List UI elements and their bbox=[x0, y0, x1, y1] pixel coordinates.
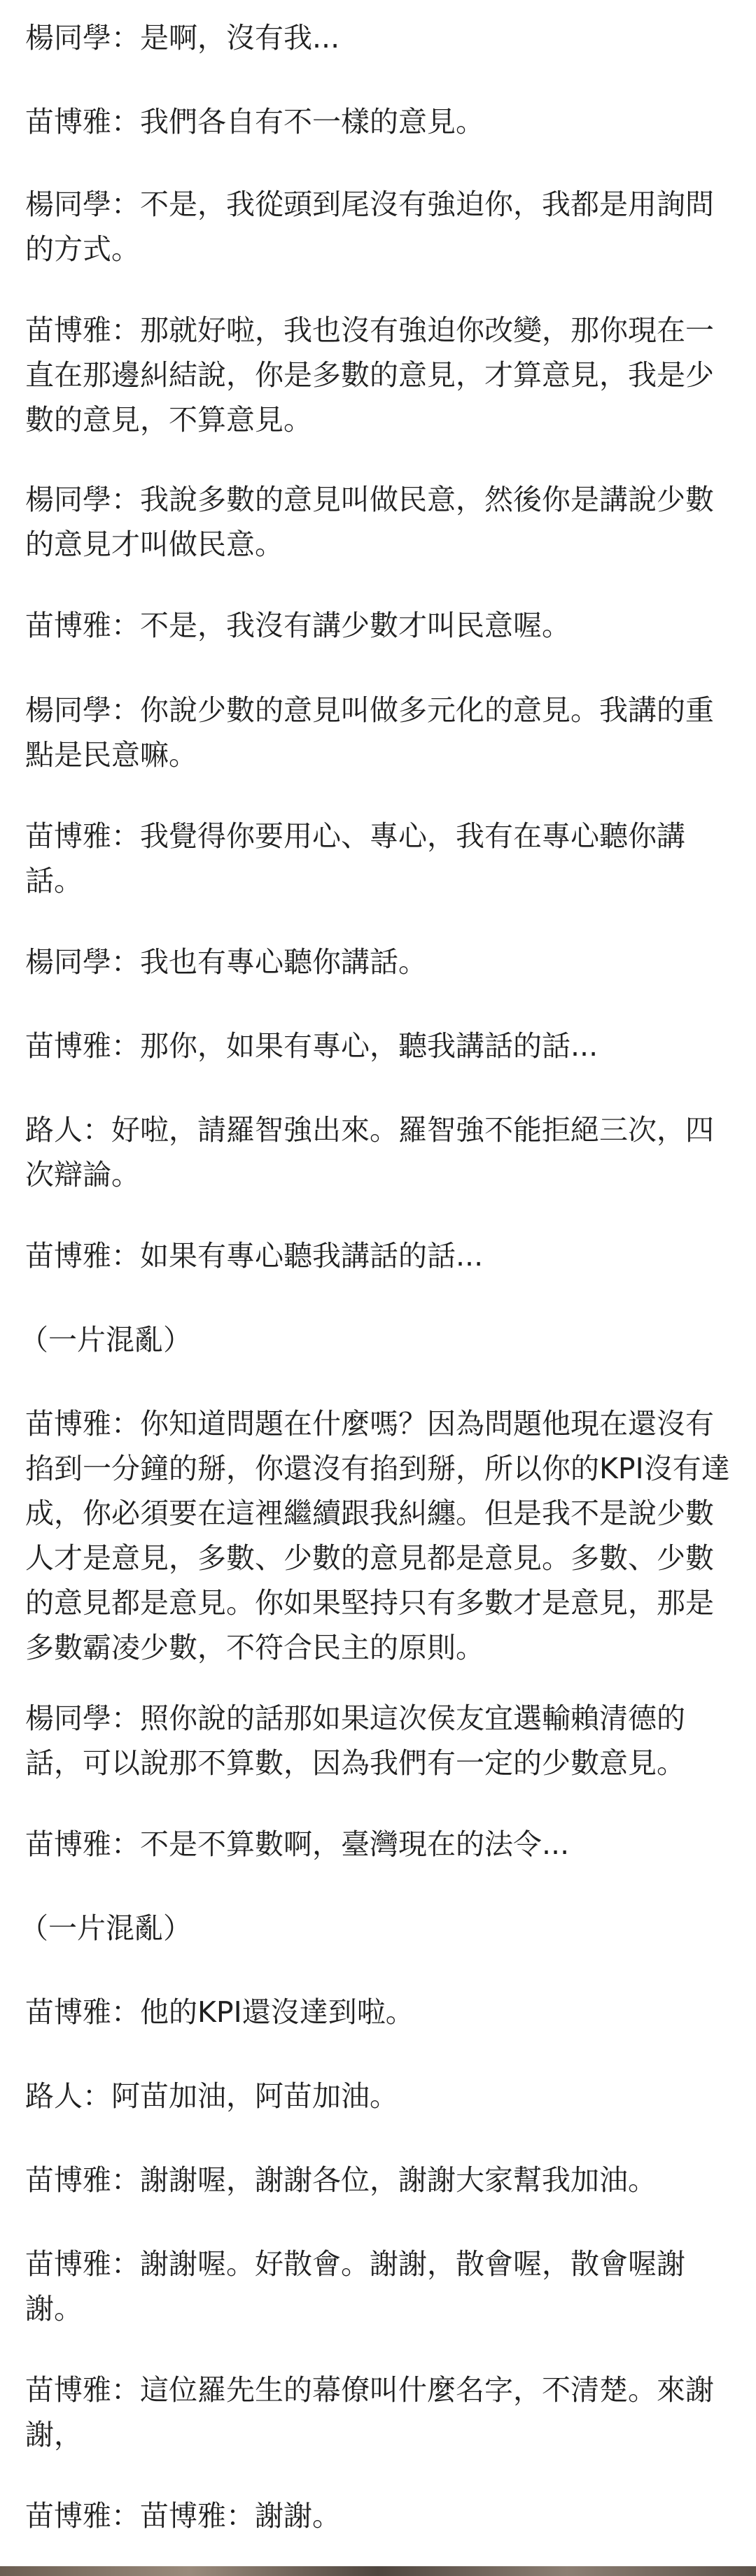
utterance: 我們各自有不一樣的意見。 bbox=[140, 105, 484, 139]
speaker-name: 苗博雅 bbox=[25, 313, 111, 347]
utterance: 好啦，請羅智強出來。羅智強不能拒絕三次，四次辯論。 bbox=[25, 1113, 714, 1191]
utterance: 是啊，沒有我... bbox=[140, 21, 340, 55]
transcript-line: 苗博雅：他的KPI還沒達到啦。 bbox=[25, 1995, 414, 2029]
utterance: 那你，如果有專心，聽我講話的話... bbox=[140, 1029, 598, 1063]
transcript-line: 苗博雅：不是，我沒有講少數才叫民意喔。 bbox=[25, 609, 570, 642]
speaker-name: 苗博雅 bbox=[25, 1239, 111, 1273]
utterance: 那就好啦，我也沒有強迫你改變，那你現在一直在那邊糾結說，你是多數的意見，才算意見，我是少數的意見，不算意見。 bbox=[25, 313, 714, 437]
utterance: 不是不算數啊，臺灣現在的法令... bbox=[140, 1827, 570, 1861]
speaker-name: 苗博雅 bbox=[25, 609, 111, 642]
utterance: 照你說的話那如果這次侯友宜選輸賴清德的話，可以說那不算數，因為我們有一定的少數意見。 bbox=[25, 1701, 685, 1780]
speaker-name: 苗博雅 bbox=[25, 1407, 111, 1441]
transcript-line: 苗博雅：你知道問題在什麼嗎？因為問題他現在還沒有掐到一分鐘的掰，你還沒有掐到掰，所以你的KPI沒有達成，你必須要在這裡繼續跟我糾纏。但是我不是說少數人才是意見，多數、少數的意見都是意見。多數、少數的意見都是意見。你如果堅持只有多數才是意見，那是多數霸凌少數，不符合民主的原則。 bbox=[25, 1407, 730, 1664]
utterance: 阿苗加油，阿苗加油。 bbox=[111, 2079, 398, 2113]
transcript-line: 苗博雅：謝謝喔。好散會。謝謝，散會喔，散會喔謝謝。 bbox=[25, 2247, 685, 2326]
transcript-line: 苗博雅：我覺得你要用心、專心，我有在專心聽你講話。 bbox=[25, 819, 685, 898]
speaker-name: 苗博雅 bbox=[25, 2499, 111, 2533]
transcript-line: 苗博雅：那你，如果有專心，聽我講話的話... bbox=[25, 1029, 598, 1063]
speaker-name: 苗博雅 bbox=[25, 1995, 111, 2029]
utterance: 如果有專心聽我講話的話... bbox=[140, 1239, 484, 1273]
speaker-name: 苗博雅 bbox=[25, 819, 111, 853]
speaker-name: 苗博雅 bbox=[25, 2163, 111, 2197]
speaker-name: 苗博雅 bbox=[25, 105, 111, 139]
speaker-name: 苗博雅 bbox=[25, 1029, 111, 1063]
speaker-name: 楊同學 bbox=[25, 1701, 111, 1735]
speaker-name: 楊同學 bbox=[25, 483, 111, 516]
utterance: 謝謝喔。好散會。謝謝，散會喔，散會喔謝謝。 bbox=[25, 2247, 685, 2326]
transcript-line: 苗博雅：這位羅先生的幕僚叫什麼名字，不清楚。來謝謝， bbox=[25, 2373, 714, 2451]
transcript-line: 楊同學：照你說的話那如果這次侯友宜選輸賴清德的話，可以說那不算數，因為我們有一定的少數意見。 bbox=[25, 1701, 685, 1780]
stage-direction: （一片混亂） bbox=[20, 1911, 192, 1945]
speaker-name: 路人 bbox=[25, 2079, 83, 2113]
utterance: 我說多數的意見叫做民意，然後你是講說少數的意見才叫做民意。 bbox=[25, 483, 714, 561]
utterance: 他的KPI還沒達到啦。 bbox=[140, 1995, 414, 2029]
transcript-line: 楊同學：我說多數的意見叫做民意，然後你是講說少數的意見才叫做民意。 bbox=[25, 483, 714, 561]
utterance: 不是，我沒有講少數才叫民意喔。 bbox=[140, 609, 570, 642]
utterance: 不是，我從頭到尾沒有強迫你，我都是用詢問的方式。 bbox=[25, 187, 714, 266]
utterance: 苗博雅：謝謝。 bbox=[140, 2499, 341, 2533]
transcript-line: 苗博雅：苗博雅：謝謝。 bbox=[25, 2499, 341, 2533]
cropped-image-edge bbox=[0, 2566, 756, 2576]
speaker-name: 苗博雅 bbox=[25, 2373, 111, 2407]
transcript-line: 苗博雅：謝謝喔，謝謝各位，謝謝大家幫我加油。 bbox=[25, 2163, 657, 2197]
speaker-name: 路人 bbox=[25, 1113, 83, 1147]
transcript-line: 楊同學：你說少數的意見叫做多元化的意見。我講的重點是民意嘛。 bbox=[25, 693, 714, 772]
utterance: 我也有專心聽你講話。 bbox=[140, 945, 427, 979]
utterance: 你知道問題在什麼嗎？因為問題他現在還沒有掐到一分鐘的掰，你還沒有掐到掰，所以你的KPI沒有達成，你必須要在這裡繼續跟我糾纏。但是我不是說少數人才是意見，多數、少數的意見都是意見。多數、少數的意見都是意見。你如果堅持只有多數才是意見，那是多數霸凌少數，不符合民主的原則。 bbox=[25, 1407, 730, 1664]
speaker-name: 苗博雅 bbox=[25, 2247, 111, 2281]
transcript-line: 楊同學：我也有專心聽你講話。 bbox=[25, 945, 427, 979]
utterance: 你說少數的意見叫做多元化的意見。我講的重點是民意嘛。 bbox=[25, 693, 714, 772]
speaker-name: 苗博雅 bbox=[25, 1827, 111, 1861]
transcript-line: 楊同學：不是，我從頭到尾沒有強迫你，我都是用詢問的方式。 bbox=[25, 187, 714, 266]
utterance: 我覺得你要用心、專心，我有在專心聽你講話。 bbox=[25, 819, 685, 898]
transcript-line: 苗博雅：如果有專心聽我講話的話... bbox=[25, 1239, 484, 1273]
speaker-name: 楊同學 bbox=[25, 187, 111, 221]
transcript-line: 苗博雅：不是不算數啊，臺灣現在的法令... bbox=[25, 1827, 570, 1861]
speaker-name: 楊同學 bbox=[25, 21, 111, 55]
transcript-line: 苗博雅：那就好啦，我也沒有強迫你改變，那你現在一直在那邊糾結說，你是多數的意見，才算意見，我是少數的意見，不算意見。 bbox=[25, 313, 714, 437]
utterance: 謝謝喔，謝謝各位，謝謝大家幫我加油。 bbox=[140, 2163, 657, 2197]
transcript-line: 楊同學：是啊，沒有我... bbox=[25, 21, 340, 55]
utterance: 這位羅先生的幕僚叫什麼名字，不清楚。來謝謝， bbox=[25, 2373, 714, 2451]
speaker-name: 楊同學 bbox=[25, 693, 111, 727]
transcript-line: 苗博雅：我們各自有不一樣的意見。 bbox=[25, 105, 484, 139]
transcript-line: 路人：阿苗加油，阿苗加油。 bbox=[25, 2079, 398, 2113]
speaker-name: 楊同學 bbox=[25, 945, 111, 979]
transcript-line: 路人：好啦，請羅智強出來。羅智強不能拒絕三次，四次辯論。 bbox=[25, 1113, 714, 1191]
stage-direction: （一片混亂） bbox=[20, 1323, 192, 1357]
